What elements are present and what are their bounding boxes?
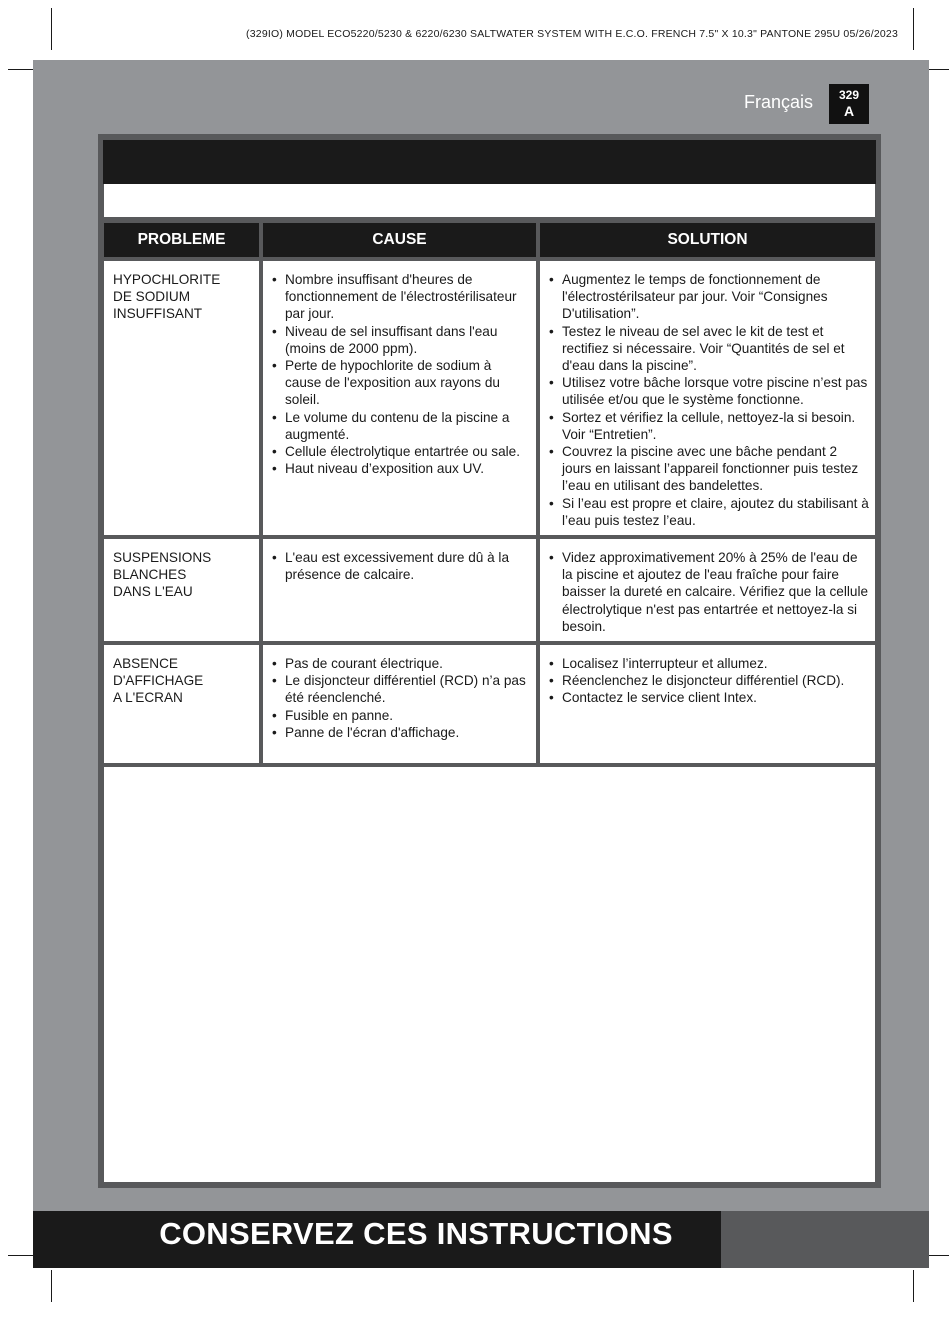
cause-item: • Le disjoncteur différentiel (RCD) n’a pas été réenclenché. <box>271 672 530 706</box>
footer-banner: CONSERVEZ CES INSTRUCTIONS <box>33 1211 721 1268</box>
problem-cell <box>104 537 261 643</box>
table-row <box>104 259 875 537</box>
crop-mark <box>51 1270 52 1302</box>
solution-item: • Testez le niveau de sel avec le kit de test et rectifiez si nécessaire. Voir “Quantités de sel et d'eau dans la piscine”. <box>548 323 869 375</box>
header-solution: SOLUTION <box>538 223 875 259</box>
problem-line: HYPOCHLORITE <box>113 272 221 287</box>
problem-line: SUSPENSIONS <box>113 550 212 566</box>
cause-item: • Cellule électrolytique entartrée ou sale. <box>271 443 530 460</box>
subtitle-strip <box>104 184 875 217</box>
crop-mark <box>913 8 914 50</box>
cause-item: • Haut niveau d’exposition aux UV. <box>271 460 530 477</box>
table-header-row <box>104 223 875 259</box>
page-number-badge <box>829 84 869 124</box>
table-row <box>104 537 875 643</box>
cause-cell <box>261 537 538 643</box>
solution-item: • Réenclenchez le disjoncteur différentiel (RCD). <box>548 672 869 689</box>
cause-item: • Pas de courant électrique. <box>271 655 530 672</box>
page-letter: A <box>843 103 855 119</box>
cause-item: • Fusible en panne. <box>271 707 530 724</box>
problem-line: D'AFFICHAGE <box>113 673 204 689</box>
solution-item: • Sortez et vérifiez la cellule, nettoyez-la si besoin. Voir “Entretien”. <box>548 409 869 443</box>
page-number: 329 <box>838 88 860 102</box>
solution-item: • Videz approximativement 20% à 25% de l'eau de la piscine et ajoutez de l'eau fraîche pour faire baisser la dureté en calcaire. Vérifiez que la cellule électrolytique n'est pas entartrée et nettoyez-la si besoin. <box>548 549 869 635</box>
solution-cell <box>538 643 875 765</box>
solution-item: • Utilisez votre bâche lorsque votre piscine n’est pas utilisée et/ou que le système fonctionne. <box>548 374 869 408</box>
solution-item: • Localisez l’interrupteur et allumez. <box>548 655 869 672</box>
solution-cell <box>538 259 875 537</box>
problem-line: DANS L'EAU <box>113 584 193 600</box>
cause-cell <box>261 259 538 537</box>
print-spec-header: (329IO) MODEL ECO5220/5230 & 6220/6230 SALTWATER SYSTEM WITH E.C.O. FRENCH 7.5" X 10.3" PANTONE 295U 05/26/2023 <box>246 28 898 40</box>
footer-accent <box>721 1211 929 1268</box>
cause-item: • Panne de l'écran d'affichage. <box>271 724 530 741</box>
cause-item: • Le volume du contenu de la piscine a augmenté. <box>271 409 530 443</box>
cause-item: • Nombre insuffisant d'heures de fonctionnement de l'électrostérilisateur par jour. <box>271 271 530 323</box>
problem-cell <box>104 259 261 537</box>
solution-item: • Augmentez le temps de fonctionnement de l'électrostérilsateur par jour. Voir “Consignes D'utilisation”. <box>548 271 869 323</box>
problem-line: A L'ECRAN <box>113 690 183 706</box>
problem-line: ABSENCE <box>113 656 178 672</box>
solution-cell <box>538 537 875 643</box>
language-label: Français <box>743 92 813 112</box>
troubleshooting-frame <box>98 134 881 1188</box>
solution-item: • Contactez le service client Intex. <box>548 689 869 706</box>
table-row <box>104 643 875 765</box>
problem-line: DE SODIUM <box>113 289 191 305</box>
header-cause: CAUSE <box>261 223 538 259</box>
troubleshooting-table <box>104 223 875 767</box>
header-problem: PROBLEME <box>104 223 261 259</box>
cause-cell <box>261 643 538 765</box>
cause-item: • Niveau de sel insuffisant dans l'eau (moins de 2000 ppm). <box>271 323 530 357</box>
crop-mark <box>913 1270 914 1302</box>
problem-line: BLANCHES <box>113 567 187 583</box>
solution-item: • Couvrez la piscine avec une bâche pendant 2 jours en laissant l’appareil fonctionner puis testez l’eau en utilisant des bandelettes. <box>548 443 869 495</box>
cause-item: • Perte de hypochlorite de sodium à cause de l'exposition aux rayons du soleil. <box>271 357 530 409</box>
cause-item: • L'eau est excessivement dure dû à la présence de calcaire. <box>271 549 530 583</box>
problem-cell <box>104 643 261 765</box>
problem-line: INSUFFISANT <box>113 306 203 322</box>
page-panel <box>33 60 929 1268</box>
crop-mark <box>51 8 52 50</box>
solution-item: • Si l’eau est propre et claire, ajoutez du stabilisant à l’eau puis testez l’eau. <box>548 495 869 529</box>
title-bar <box>103 140 876 184</box>
